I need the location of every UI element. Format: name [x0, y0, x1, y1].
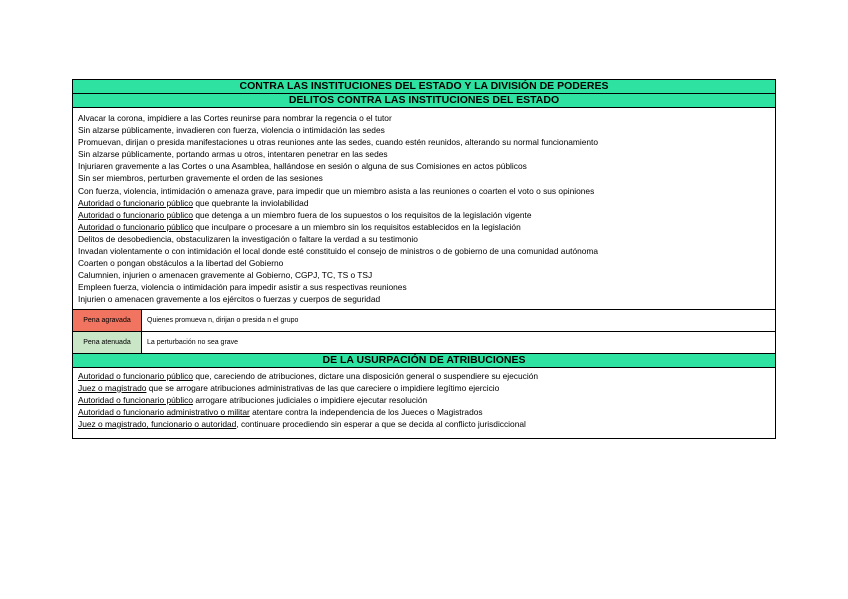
pena-agravada-row: [73, 310, 775, 332]
section-usurpacion-body: [73, 368, 775, 438]
list-item: [78, 382, 770, 394]
list-item: [78, 233, 770, 245]
list-item: [78, 370, 770, 382]
item-text: Empleen fuerza, violencia o intimidación para impedir asistir a sus respectivas reuniones: [78, 282, 407, 293]
item-text: Delitos de desobediencia, obstaculizaren la investigación o faltare la verdad a su testimonio: [78, 233, 418, 244]
spreadsheet-table: [72, 79, 776, 439]
list-item: [78, 406, 770, 418]
subject-underlined: Autoridad o funcionario administrativo o militar: [78, 406, 250, 417]
item-text: Injurien o amenacen gravemente a los ejércitos o fuerzas y cuerpos de seguridad: [78, 294, 381, 305]
subject-underlined: Juez o magistrado: [78, 382, 147, 393]
list-item: [78, 136, 770, 148]
pena-atenuada-text: La perturbación no sea grave: [147, 338, 239, 346]
pena-agravada-label: Pena agravada: [73, 310, 142, 331]
section-instituciones-body: [73, 108, 775, 310]
list-item: [78, 245, 770, 257]
item-text: Promuevan, dirijan o presida manifestaciones u otras reuniones ante las sedes, cuando estén reunidos, alterando su normal funcionamiento: [78, 137, 599, 148]
list-item: [78, 148, 770, 160]
list-item: [78, 269, 770, 281]
list-item: [78, 418, 770, 430]
item-text: , continuare procediendo sin esperar a que se decida al conflicto jurisdiccional: [236, 418, 526, 429]
pena-agravada-text: Quienes promueva n, dirijan o presida n el grupo: [147, 316, 299, 324]
pena-atenuada-row: [73, 332, 775, 354]
list-item: [78, 394, 770, 406]
list-item: [78, 221, 770, 233]
main-title: CONTRA LAS INSTITUCIONES DEL ESTADO Y LA DIVISIÓN DE PODERES: [73, 80, 775, 94]
item-text: Sin alzarse públicamente, portando armas u otros, intentaren penetrar en las sedes: [78, 149, 388, 160]
list-item: [78, 185, 770, 197]
item-text: que, careciendo de atribuciones, dictare una disposición general o suspendiere su ejecución: [193, 370, 539, 381]
list-item: [78, 172, 770, 184]
section-heading-instituciones: DELITOS CONTRA LAS INSTITUCIONES DEL ESTADO: [73, 94, 775, 108]
item-text: Invadan violentamente o con intimidación el local donde esté constituido el consejo de ministros o de gobierno de una comunidad autónoma: [78, 246, 599, 257]
item-text: atentare contra la independencia de los Jueces o Magistrados: [249, 406, 483, 417]
item-text: que inculpare o procesare a un miembro sin los requisitos establecidos en la legislación: [193, 221, 521, 232]
item-text: Sin ser miembros, perturben gravemente el orden de las sesiones: [78, 173, 323, 184]
subject-underlined: Autoridad o funcionario público: [78, 370, 194, 381]
item-text: que se arrogare atribuciones administrativas de las que careciere o impidiere legítimo ejercicio: [146, 382, 500, 393]
item-text: arrogare atribuciones judiciales o impidiere ejecutar resolución: [193, 394, 428, 405]
list-item: [78, 209, 770, 221]
list-item: [78, 293, 770, 305]
subject-underlined: Autoridad o funcionario público: [78, 394, 194, 405]
subject-underlined: Autoridad o funcionario público: [78, 209, 194, 220]
item-text: Calumnien, injurien o amenacen gravemente al Gobierno, CGPJ, TC, TS o TSJ: [78, 270, 373, 281]
item-text: que detenga a un miembro fuera de los supuestos o los requisitos de la legislación vigente: [193, 209, 532, 220]
item-text: Sin alzarse públicamente, invadieren con fuerza, violencia o intimidación las sedes: [78, 125, 385, 136]
list-item: [78, 112, 770, 124]
item-text: Injuriaren gravemente a las Cortes o una Asamblea, hallándose en sesión o alguna de sus Comisiones en actos públicos: [78, 161, 527, 172]
list-item: [78, 197, 770, 209]
subject-underlined: Autoridad o funcionario público: [78, 197, 194, 208]
list-item: [78, 160, 770, 172]
item-text: Con fuerza, violencia, intimidación o amenaza grave, para impedir que un miembro asista a las reuniones o coarten el voto o sus opiniones: [78, 185, 595, 196]
section-heading-usurpacion: DE LA USURPACIÓN DE ATRIBUCIONES: [73, 354, 775, 368]
subject-underlined: Juez o magistrado, funcionario o autoridad: [78, 418, 237, 429]
pena-atenuada-label: Pena atenuada: [73, 332, 142, 353]
list-item: [78, 281, 770, 293]
list-item: [78, 257, 770, 269]
subject-underlined: Autoridad o funcionario público: [78, 221, 194, 232]
item-text: Alvacar la corona, impidiere a las Cortes reunirse para nombrar la regencia o el tutor: [78, 113, 392, 123]
list-item: [78, 124, 770, 136]
item-text: Coarten o pongan obstáculos a la libertad del Gobierno: [78, 258, 284, 269]
item-text: que quebrante la inviolabilidad: [193, 197, 309, 208]
